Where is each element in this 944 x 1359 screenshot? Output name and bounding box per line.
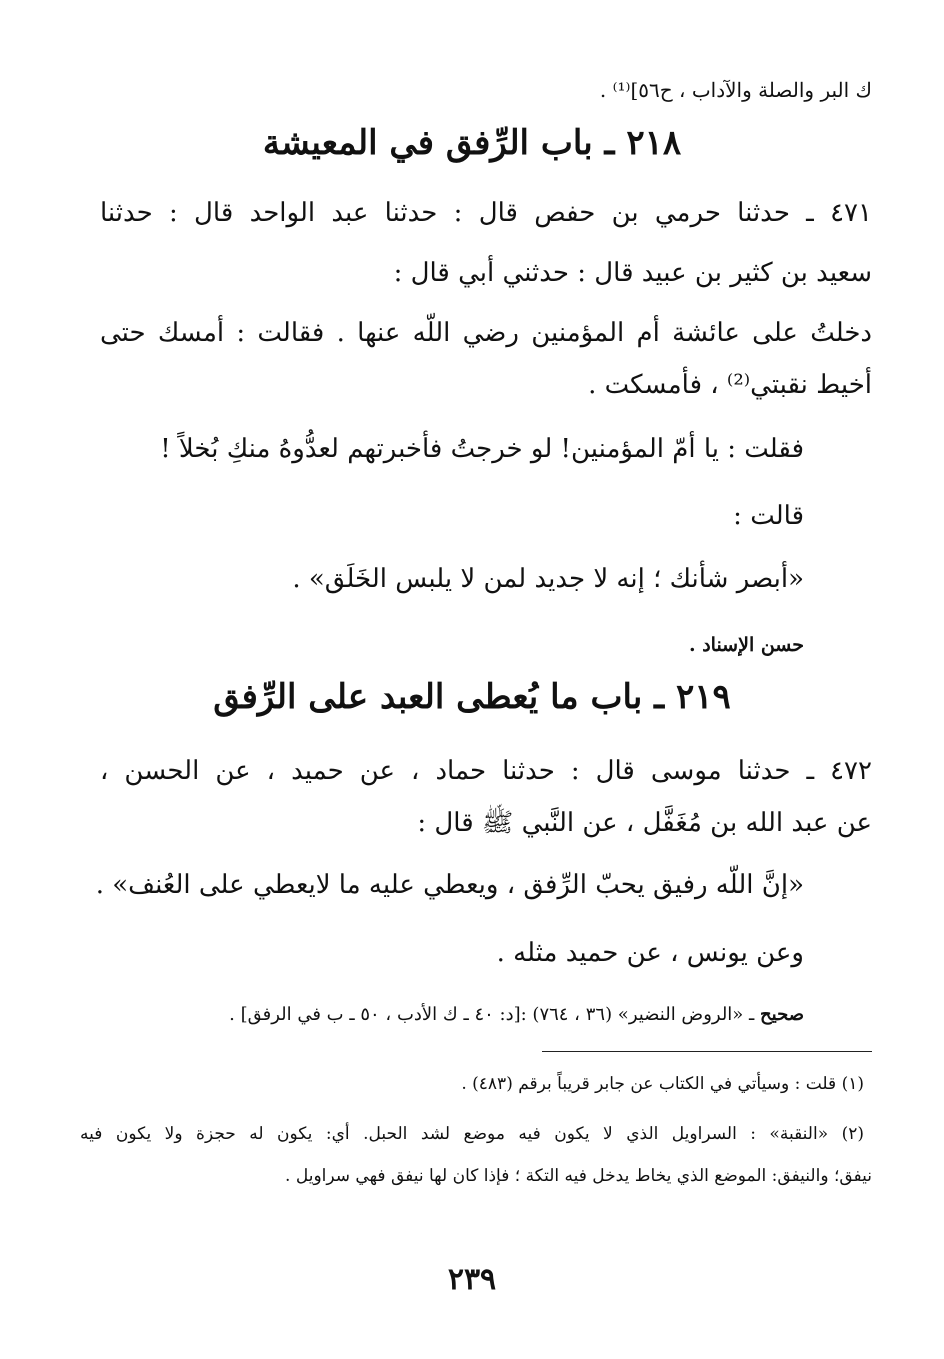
hadith-471-line-7: «أبصر شأنك ؛ إنه لا جديد لمن لا يلبس الخَلَق» . [292,564,804,594]
footnote-1: (١) قلت : وسيأتي في الكتاب عن جابر قريباً برقم (٤٨٣) . [461,1074,864,1094]
hadith-472-line-4: وعن يونس ، عن حميد مثله . [496,938,804,968]
previous-reference: ك البر والصلة والآداب ، ح٥٦]⁽¹⁾ . [599,78,872,102]
hadith-471-line-2: سعيد بن كثير بن عبيد قال : حدثني أبي قال : [393,258,872,288]
hadith-471-line-5: فقلت : يا أمّ المؤمنين! لو خرجتُ فأخبرتهم لعدُّوهُ منكِ بُخلاً ! [160,434,804,464]
footnote-divider [542,1051,872,1052]
hadith-471-line-3: دخلتُ على عائشة أم المؤمنين رضي اللّه عنها . فقالت : أمسك حتى [100,318,872,348]
grade-source: ـ «الروض النضير» (٣٦ ، ٧٦٤) :[د: ٤٠ ـ ك الأدب ، ٥٠ ـ ب في الرفق] . [229,1004,761,1025]
hadith-472-line-1: ٤٧٢ ـ حدثنا موسى قال : حدثنا حماد ، عن حميد ، عن الحسن ، [100,756,872,786]
footnote-2-line-1: (٢) «النقبة» : السراويل الذي لا يكون فيه موضع لشد الحبل. أي: يكون له حجزة ولا يكون فيه [80,1124,864,1144]
footnote-2-line-2: نيفق؛ والنيفق: الموضع الذي يخاط يدخل فيه التكة ؛ فإذا كان لها نيفق فهي سراويل . [285,1166,872,1186]
hadith-472-line-3: «إنَّ اللّه رفيق يحبّ الرِّفق ، ويعطي عليه ما لايعطي على العُنف» . [95,870,804,900]
page-number: ٢٣٩ [447,1262,497,1297]
hadith-471-line-6: قالت : [733,501,804,531]
hadith-471-line-1: ٤٧١ ـ حدثنا حرمي بن حفص قال : حدثنا عبد الواحد قال : حدثنا [100,198,872,228]
hadith-471-grade: حسن الإسناد . [688,634,804,656]
chapter-218-title: ٢١٨ ـ باب الرِّفق في المعيشة [262,123,682,163]
hadith-472-grade [229,1006,804,1024]
chapter-219-title: ٢١٩ ـ باب ما يُعطى العبد على الرِّفق [213,677,731,717]
grade-label: صحيح [760,1004,804,1025]
hadith-471-line-4: أخيط نقبتي⁽²⁾ ، فأمسكت . [588,370,872,400]
hadith-472-line-2: عن عبد الله بن مُغَفَّل ، عن النَّبي ﷺ قال : [417,808,872,838]
